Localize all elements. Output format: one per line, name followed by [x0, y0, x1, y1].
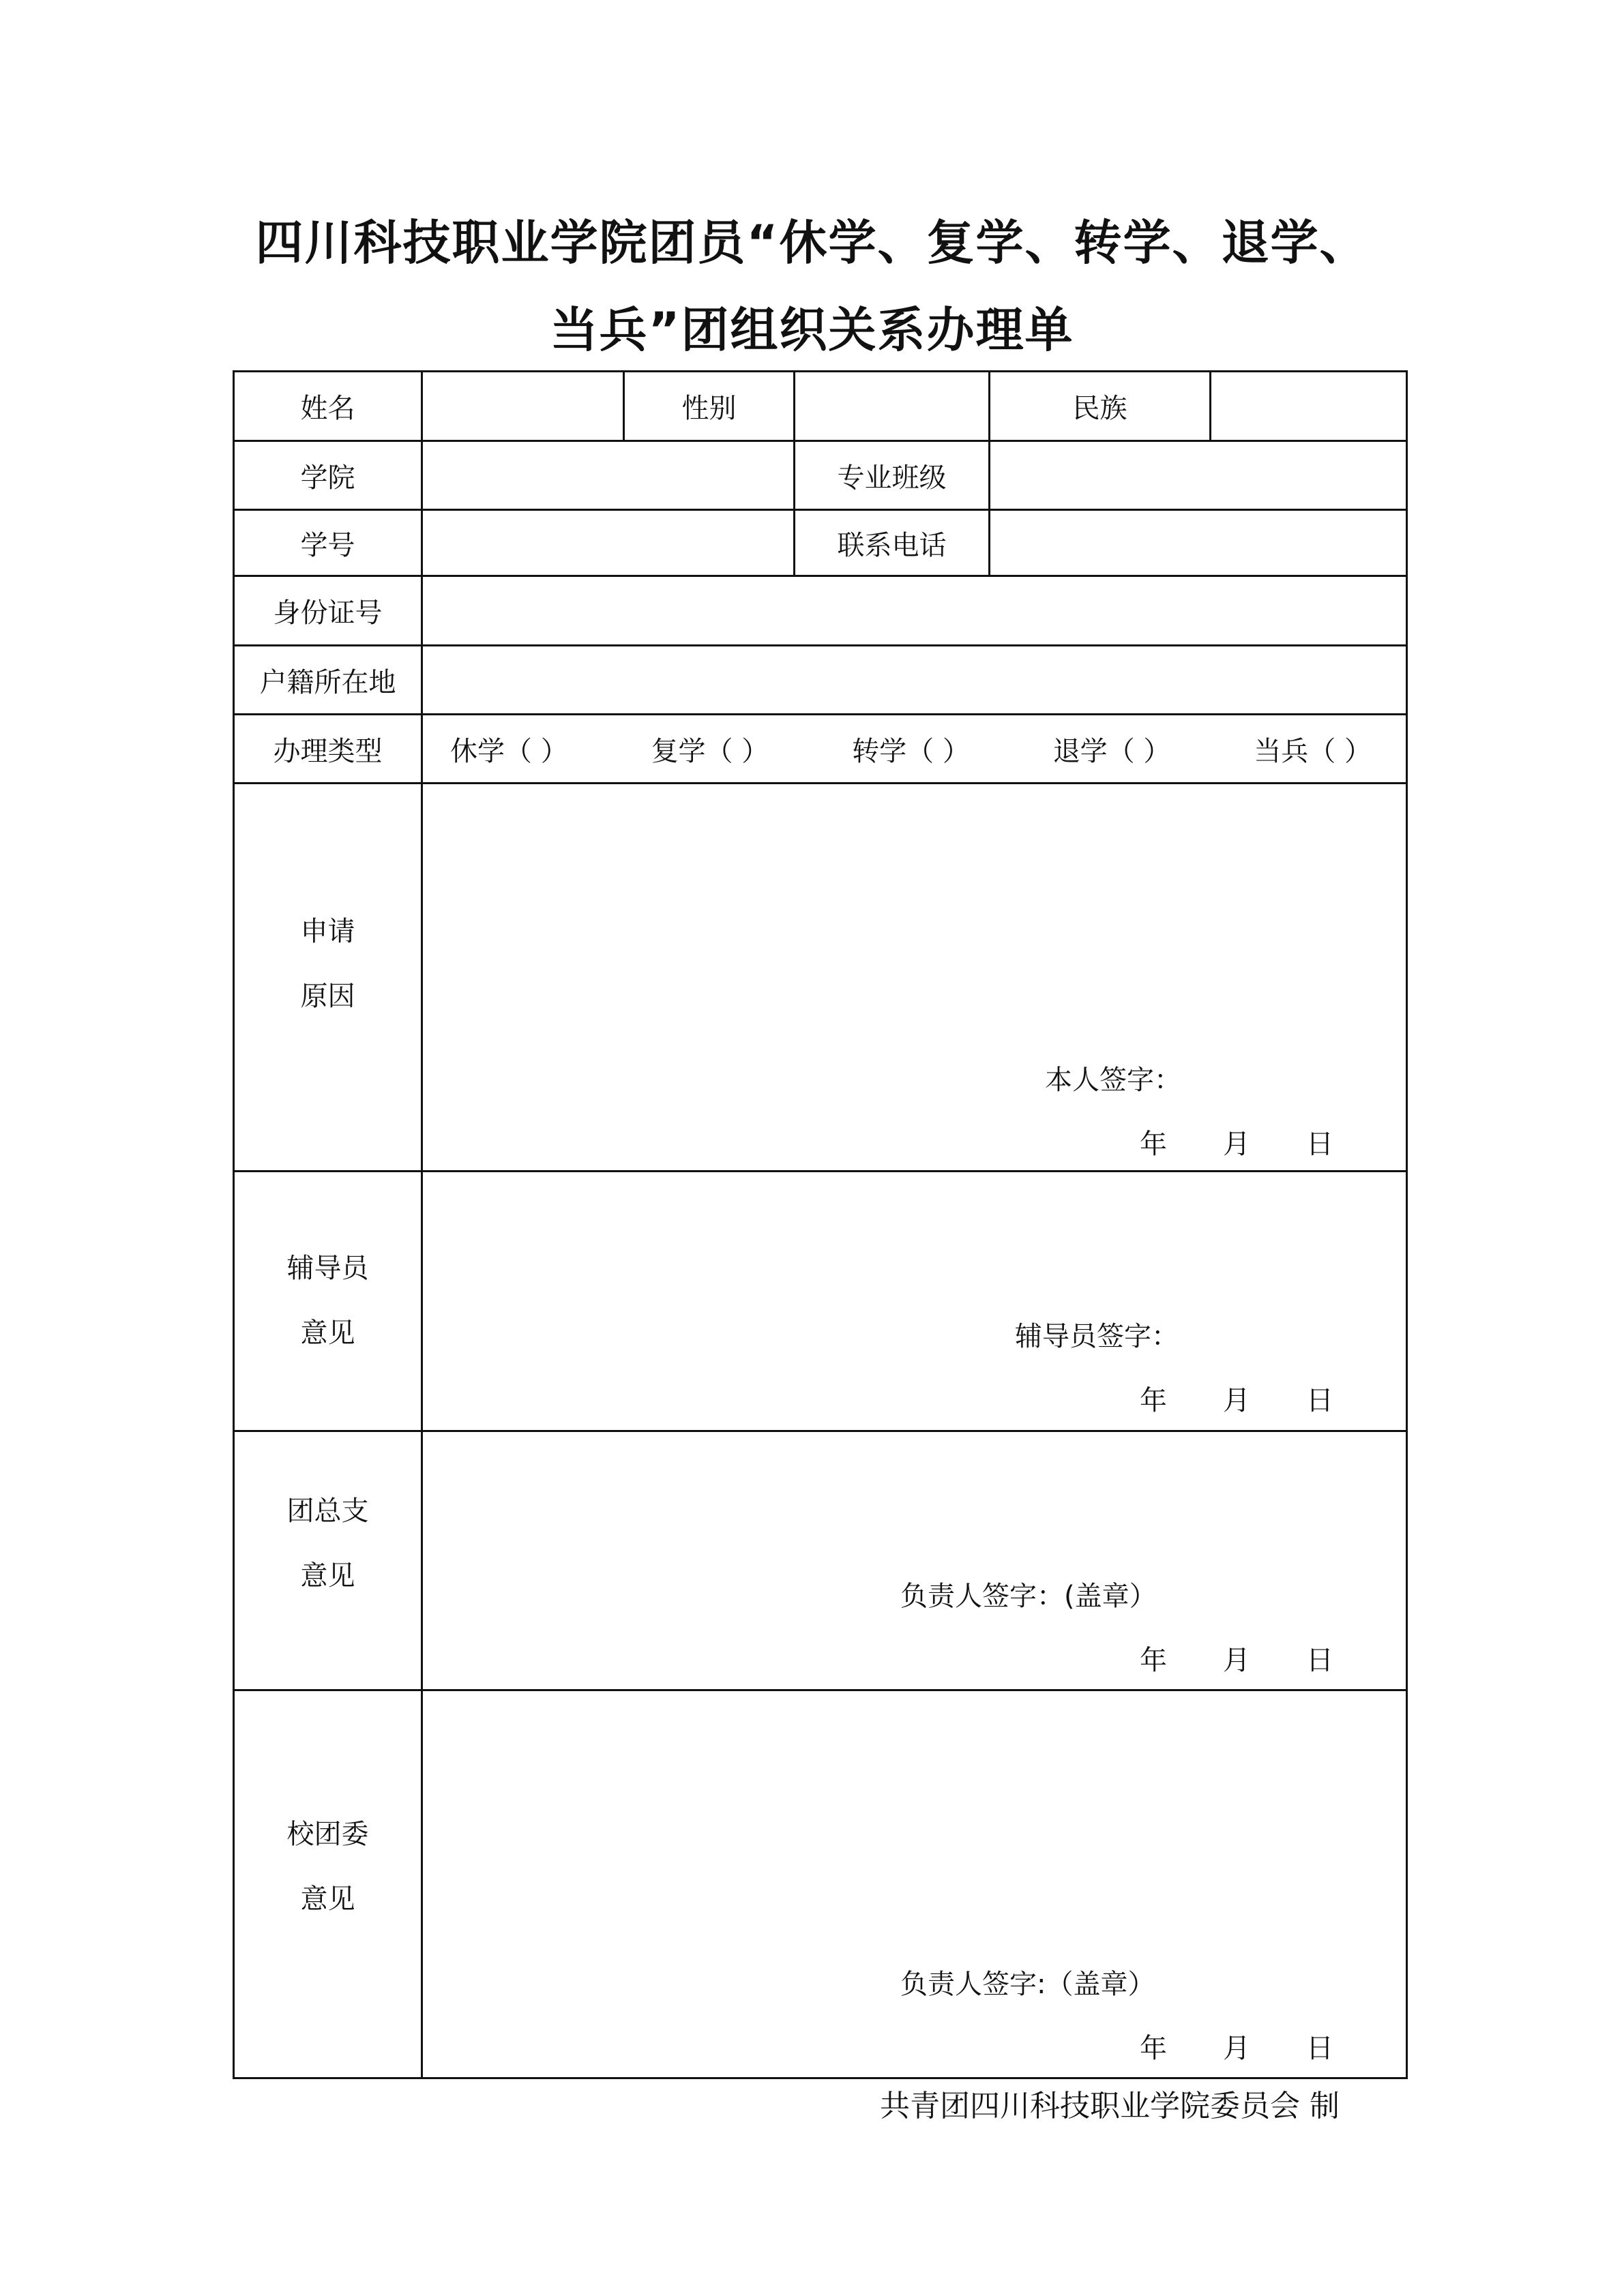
counselor-date: 年 月 日 [1140, 1385, 1333, 1416]
committee-sign-label: 负责人签字:（盖章） [900, 1969, 1155, 2000]
branch-field[interactable] [422, 1431, 1407, 1690]
branch-sign-label: 负责人签字：(盖章） [900, 1581, 1157, 1612]
reason-label: 申请 原因 [234, 784, 422, 1172]
ethnicity-field[interactable] [1211, 372, 1407, 441]
major-class-label: 专业班级 [795, 441, 990, 510]
student-id-label: 学号 [234, 510, 422, 576]
committee-date: 年 月 日 [1140, 2033, 1333, 2064]
gender-label: 性别 [624, 372, 795, 441]
branch-date: 年 月 日 [1140, 1645, 1333, 1676]
page-title-line1: 四川科技职业学院团员“休学、复学、转学、退学、 [255, 215, 1369, 271]
student-id-field[interactable] [422, 510, 795, 576]
household-field[interactable] [422, 646, 1407, 715]
type-option-withdraw[interactable]: 退学（ ） [1052, 735, 1171, 767]
type-options [422, 715, 1407, 784]
committee-label: 校团委 意见 [234, 1690, 422, 2078]
counselor-label: 辅导员 意见 [234, 1172, 422, 1431]
id-number-label: 身份证号 [234, 576, 422, 646]
reason-date: 年 月 日 [1140, 1129, 1333, 1160]
branch-label: 团总支 意见 [234, 1431, 422, 1690]
college-label: 学院 [234, 441, 422, 510]
reason-sign-label: 本人签字： [1045, 1064, 1181, 1096]
counselor-field[interactable] [422, 1172, 1407, 1431]
footer-issuer: 共青团四川科技职业学院委员会 制 [880, 2089, 1340, 2123]
counselor-sign-label: 辅导员签字： [1015, 1321, 1179, 1352]
type-option-resume[interactable]: 复学（ ） [651, 735, 769, 767]
phone-label: 联系电话 [795, 510, 990, 576]
id-number-field[interactable] [422, 576, 1407, 646]
major-class-field[interactable] [990, 441, 1407, 510]
type-option-transfer[interactable]: 转学（ ） [852, 735, 970, 767]
phone-field[interactable] [990, 510, 1407, 576]
name-label: 姓名 [234, 372, 422, 441]
committee-field[interactable] [422, 1690, 1407, 2078]
type-option-enlist[interactable]: 当兵（ ） [1254, 735, 1372, 767]
gender-field[interactable] [795, 372, 990, 441]
college-field[interactable] [422, 441, 795, 510]
household-label: 户籍所在地 [234, 646, 422, 715]
ethnicity-label: 民族 [990, 372, 1211, 441]
page-title-line2: 当兵”团组织关系办理单 [550, 302, 1074, 358]
name-field[interactable] [422, 372, 624, 441]
registration-form-table [233, 370, 1408, 2079]
type-label: 办理类型 [234, 715, 422, 784]
type-option-suspend[interactable]: 休学（ ） [450, 735, 568, 767]
reason-field[interactable] [422, 784, 1407, 1172]
